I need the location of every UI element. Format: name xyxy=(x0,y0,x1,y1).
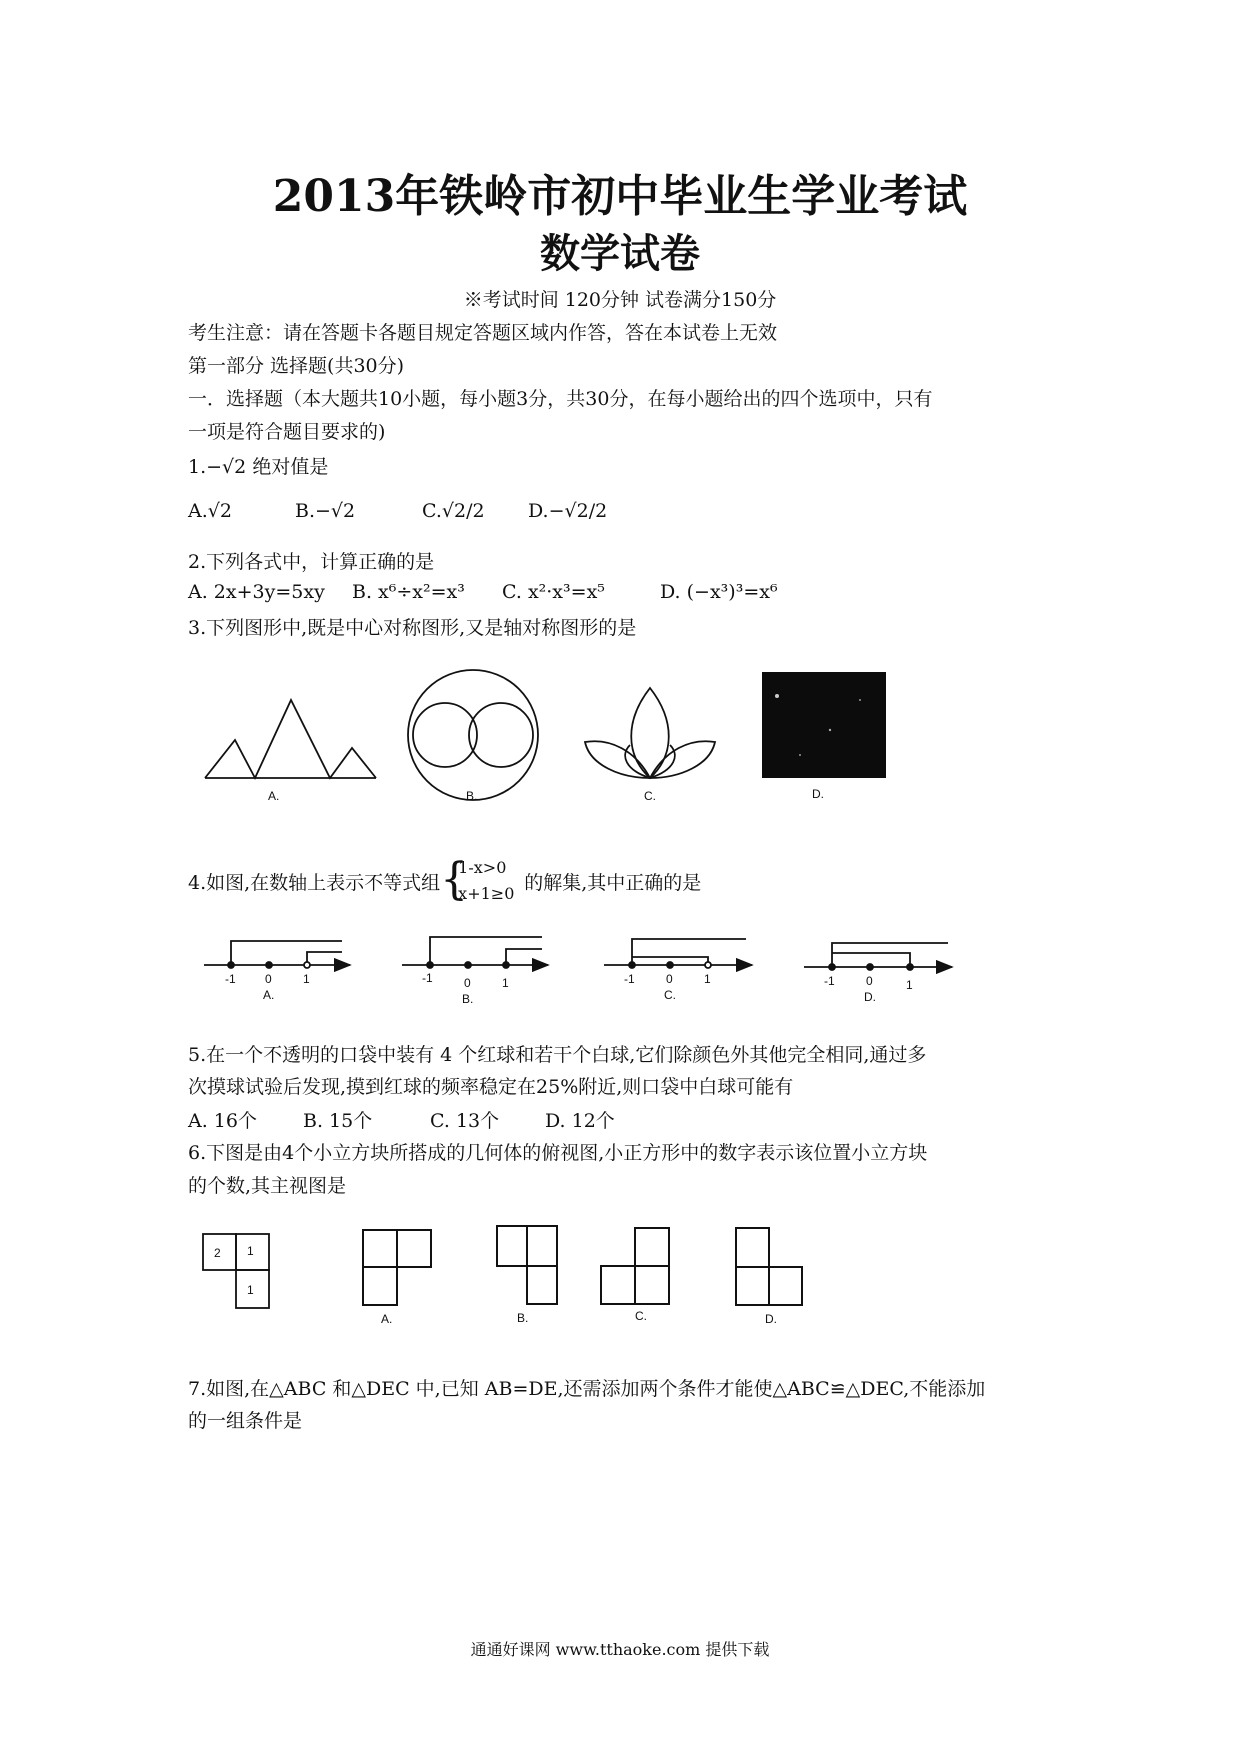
q6-top-view-num-1: 2 xyxy=(214,1246,221,1260)
q4-b-tick-1: 1 xyxy=(502,976,509,990)
q5-option-a: A. 16个 xyxy=(188,1110,257,1132)
q4-line-c xyxy=(604,939,752,968)
q3-figure-c xyxy=(585,688,715,778)
q1-option-b: B.−√2 xyxy=(295,500,356,522)
q4-label-c: C. xyxy=(664,988,676,1002)
q3-label-a: A. xyxy=(268,789,280,803)
q6-label-c: C. xyxy=(635,1309,647,1323)
q2-option-d: D. (−x³)³=x⁶ xyxy=(660,581,778,603)
q4-c-tick-1: 1 xyxy=(704,972,711,986)
q4-ineq-2: x+1≥0 xyxy=(458,884,515,903)
q4-line-b xyxy=(402,937,548,968)
q3-label-b: B. xyxy=(466,789,478,803)
q4-b-tick-neg1: -1 xyxy=(422,971,433,985)
footer-text: 通通好课网 www.tthaoke.com 提供下载 xyxy=(470,1640,770,1659)
q3-figures xyxy=(180,660,920,805)
q3-label-c: C. xyxy=(644,789,656,803)
q5-option-d: D. 12个 xyxy=(545,1110,615,1132)
q2-option-c: C. x²·x³=x⁵ xyxy=(502,581,605,603)
q3-figure-b xyxy=(408,670,538,800)
q4-b-tick-0: 0 xyxy=(464,976,471,990)
q7-stem: 7.如图,在△ABC 和△DEC 中,已知 AB=DE,还需添加两个条件才能使△ABC≌△DEC,不能添加 xyxy=(188,1378,986,1400)
q1-number: 1. xyxy=(188,456,207,478)
q4-a-tick-0: 0 xyxy=(265,972,272,986)
q4-stem-suffix: 的解集,其中正确的是 xyxy=(524,872,702,894)
q4-number-lines xyxy=(200,925,980,1005)
q5-stem: 5.在一个不透明的口袋中装有 4 个红球和若干个白球,它们除颜色外其他完全相同,通过多 xyxy=(188,1044,927,1066)
notice: 考生注意：请在答题卡各题目规定答题区域内作答，答在本试卷上无效 xyxy=(188,322,778,344)
q4-ineq-1: 1-x>0 xyxy=(458,858,507,877)
q4-label-d: D. xyxy=(864,990,876,1004)
q3-label-d: D. xyxy=(812,787,824,801)
q4-d-tick-0: 0 xyxy=(866,974,873,988)
q6-label-d: D. xyxy=(765,1312,777,1326)
q6-stem-cont: 的个数,其主视图是 xyxy=(188,1175,347,1197)
page-title: 2013年铁岭市初中毕业生学业考试 xyxy=(272,171,968,222)
q4-line-d xyxy=(804,943,952,970)
q6-label-a: A. xyxy=(381,1312,393,1326)
q6-top-view xyxy=(203,1234,269,1308)
q3-figure-a xyxy=(205,700,376,778)
q4-c-tick-neg1: -1 xyxy=(624,972,635,986)
page-subtitle: 数学试卷 xyxy=(540,230,700,277)
q4-system xyxy=(440,854,518,908)
q6-top-view-num-3: 1 xyxy=(247,1283,254,1297)
q6-label-b: B. xyxy=(517,1311,529,1325)
q4-brace: { xyxy=(440,854,469,905)
q4-a-tick-neg1: -1 xyxy=(225,972,236,986)
q2-option-a: A. 2x+3y=5xy xyxy=(188,581,325,603)
q3-stem: 3.下列图形中,既是中心对称图形,又是轴对称图形的是 xyxy=(188,617,637,639)
q6-figures xyxy=(195,1220,855,1340)
q1-stem xyxy=(188,452,328,479)
part-one-heading: 第一部分 选择题(共30分) xyxy=(188,355,405,377)
q3-figure-d xyxy=(762,672,886,778)
q4-line-a xyxy=(204,941,350,968)
exam-info: ※考试时间 120分钟 试卷满分150分 xyxy=(463,289,777,311)
q4-d-tick-neg1: -1 xyxy=(824,974,835,988)
q5-option-c: C. 13个 xyxy=(430,1110,500,1132)
q6-option-b-figure xyxy=(497,1226,557,1304)
q6-option-d-figure xyxy=(736,1228,802,1305)
section-intro-cont: 一项是符合题目要求的) xyxy=(188,421,386,443)
section-intro: 一．选择题（本大题共10小题，每小题3分，共30分，在每小题给出的四个选项中，只有 xyxy=(188,388,933,410)
q6-top-view-num-2: 1 xyxy=(247,1244,254,1258)
q1-expression: −√2 xyxy=(206,456,247,478)
q1-option-a: A.√2 xyxy=(188,500,232,522)
q1-text: 绝对值是 xyxy=(252,456,329,478)
q5-stem-cont: 次摸球试验后发现,摸到红球的频率稳定在25%附近,则口袋中白球可能有 xyxy=(188,1076,794,1098)
q5-option-b: B. 15个 xyxy=(303,1110,373,1132)
q4-d-tick-1: 1 xyxy=(906,978,913,992)
q4-stem-prefix: 4.如图,在数轴上表示不等式组 xyxy=(188,872,441,894)
q4-label-a: A. xyxy=(263,988,275,1002)
q6-option-c-figure xyxy=(601,1228,669,1304)
q4-label-b: B. xyxy=(462,992,474,1005)
q1-option-c: C.√2/2 xyxy=(422,500,485,522)
q2-stem: 2.下列各式中，计算正确的是 xyxy=(188,551,435,573)
q1-option-d: D.−√2/2 xyxy=(528,500,608,522)
q6-stem: 6.下图是由4个小立方块所搭成的几何体的俯视图,小正方形中的数字表示该位置小立方块 xyxy=(188,1142,928,1164)
q2-option-b: B. x⁶÷x²=x³ xyxy=(352,581,465,603)
q7-stem-cont: 的一组条件是 xyxy=(188,1410,303,1432)
q4-stem xyxy=(188,854,702,908)
q4-a-tick-1: 1 xyxy=(303,972,310,986)
q6-option-a-figure xyxy=(363,1230,431,1305)
q4-c-tick-0: 0 xyxy=(666,972,673,986)
